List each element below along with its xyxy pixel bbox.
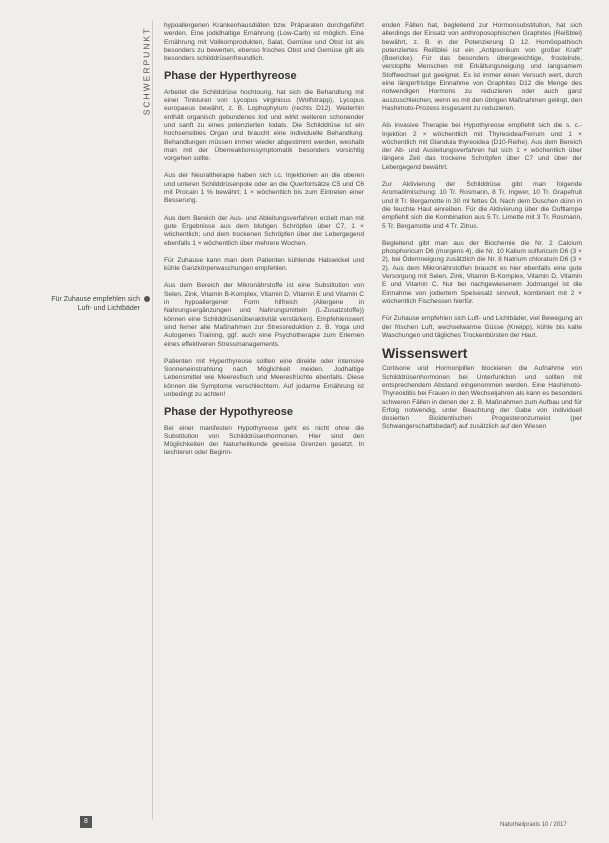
heading-hypothyreose: Phase der Hypothyreose	[164, 406, 293, 419]
paragraph: Arbeitet die Schilddrüse hochtourig, hat sich die Behandlung mit einer Tinkturen von Lycopus virginicus (Wolfstrapp), Lycopus europaeus bewährt, z. B. Lophophytum (rechts D12). Weiterhin enthält organisch gebundenes Iod und wirkt weiteren schonender und sanft zu eines potenzierten Iodats. Die Schilddrüse ist ein hochsensibles Organ und braucht eine individuelle Behandlung. Behandlungen müssen immer wieder abgestimmt werden, weshalb man mit der Überreaktionssymptomatik besonders vorsichtig vorgehen sollte.	[164, 88, 364, 163]
margin-bullet-icon	[144, 296, 150, 302]
paragraph: Patienten mit Hyperthyreose sollten eine direkte oder intensive Sonneneinstrahlung nach Möglichkeit meiden. Jodhaltige Lebensmittel wie Meeresfisch und Meeresfrüchte ebenfalls. Diese können die Symptome verschlechtern. Auf jodarme Ernährung ist unbedingt zu achten!	[164, 357, 364, 398]
paragraph: Als invasive Therapie bei Hypothyreose empfiehlt sich die s. c.-Injektion 2 × wöchentlich mit Thyreoidea/Ferrum und 1 × wöchentlich mit Glandula thyreoidea (D10-Reihe). Aus dem Bereich der Ab- und Ausleitungsverfahren hat sich 1 × wöchentlich über längere Zeit das trockene Schröpfen über C7 und über der Lebergegend bewährt.	[382, 122, 582, 171]
paragraph: enden Fällen hat, begleitend zur Hormonsubstitution, hat sich allerdings der Einsatz von anthroposophischen Graphites (Reißblei) bewährt, z. B. in der Potenzierung D 12. Homöopathisch potenziertes Reißblei ist ein „Antipsorikum von großer Kraft“ (Boericke). Für das besonders übergewichtige, frostelnde, verstopfte Menschen mit Erkältungsneigung und langsamem Stoffwechsel gut geeignet. Es ist immer einen Versuch wert, durch eine längerfristige Einnahme von Graphites D12 die Menge des notwendigen Hormons zu reduzieren oder auch ganz auszuschleichen, wenn es mit den übrigen Maßnahmen gelingt, den Hashimoto-Prozess insgesamt zu reduzieren.	[382, 22, 582, 112]
paragraph: Für Zuhause empfehlen sich Luft- und Lichtbäder, viel Bewegung an der frischen Luft, wechselwarme Güsse (Kneipp), kühle bis kalte Waschungen und tägliches Trockenbürsten der Haut.	[382, 315, 582, 339]
paragraph: Bei einer manifesten Hypothyreose geht es nicht ohne die Substitution von Schilddrüsenhormonen. Hier sind den Möglichkeiten der Naturheilkunde gewisse Grenzen gesetzt. In leichteren oder Beginn-	[164, 424, 364, 457]
section-label: SCHWERPUNKT	[141, 26, 152, 116]
column-divider	[152, 20, 153, 820]
paragraph: Begleitend gibt man aus der Biochemie die Nr. 2 Calcium phosphoricum D6 (morgens 4), die Nr. 10 Kalium sulfuricum D6 (3 × 2), bei Ödemneigung zusätzlich die Nr. 8 Natrium chloratum D6 (3 × 2). Aus dem Mikronährstoffen braucht es hier ebenfalls eine gute Versorgung mit Selen, Zink, Vitamin B-Komplex, Vitamin D, Vitamin E und Vitamin C. Nur bei nachgewiesenem Jodmangel ist die Einnahme von jodiertem Speisesalz sinnvoll, kombiniert mit 2 × wöchentlich Fischessen hierfür.	[382, 239, 582, 305]
paragraph: hypoallergenen Krankenhausdiäten bzw. Präparaten durchgeführt werden. Eine jodidhaltige Ernährung (Low-Carb) ist möglich. Eine Ernährung mit Vollkornprodukten, Salat, Gemüse und Obst ist als besonders zu bewerten, ebenso frisches Obst und Gemüse gilt als besonders schilddrüsenfreundlich.	[164, 22, 364, 63]
paragraph: Aus der Neuraltherapie haben sich i.c. Injektionen an die oberen und unteren Schilddrüsenpole oder an die Querfortsätze C5 und C6 mit Procain 1 % bewährt; 1 × wöchentlich bis zum Eintreten einer Besserung.	[164, 172, 364, 205]
heading-hyperthyreose: Phase der Hyperthyreose	[164, 70, 297, 83]
paragraph: Zur Aktivierung der Schilddrüse gibt man folgende Aromaölmischung: 10 Tr. Rosmarin, 8 Tr. Ingwer, 10 Tr. Grapefruit und 8 Tr. Bergamotte in 30 ml fettes Öl. Nach dem Duschen dünn in die feuchte Haut einreiben. Für die Aktivierung über die Duftlampe empfiehlt sich die Kombination aus 5 Tr. Limette mit 3 Tr. Rosmarin, 5 Tr. Bergamotte und 4 Tr. Zitrus.	[382, 181, 582, 230]
margin-note: Für Zuhause empfehlen sich Luft- und Lichtbäder	[51, 296, 140, 312]
page-number: 8	[80, 816, 92, 828]
paragraph: Für Zuhause kann man dem Patienten kühlende Halswickel und kühle Ganzkörperwaschungen empfehlen.	[164, 256, 364, 273]
paragraph: Cortisone und Hormonpillen blockieren die Aufnahme von Schilddrüsenhormonen bei Unterfunktion und sollten mit entsprechendem Abstand eingenommen werden. Eine Hashimoto-Thyreoiditis bei Frauen in den Wechseljahren als kann es besonders schweren Fällen in denen der z. B. Maßnahmen zum Aufbau und für Erfolg notwendig, unter Beachtung der Gabe von individuell dosierten Bioidentischen Progesteronzumeist (per Schwangerschaftsbedarf) auf zusätzlich auf den Wiesen	[382, 365, 583, 431]
heading-wissenswert: Wissenswert	[382, 345, 468, 362]
left-column	[164, 22, 364, 467]
footer: Naturheilpraxis 10 / 2017	[500, 822, 567, 828]
right-column	[382, 22, 582, 441]
paragraph: Aus dem Bereich der Mikronährstoffe ist eine Substitution von Selen, Zink, Vitamin B-Komplex, Vitamin D, Vitamin E und Vitamin C in hypoallergener Form hilfreich (Allergene in Nahrungsergänzungen und Nahrungsmitteln (L-Zusatzstoffe)) können eine Schilddrüsenüberaktivität verstärken). Empfehlenswert sind ferner alle Maßnahmen zur Stressreduktion z. B. Yoga und Autogenes Training, ggf. auch eine Psychotherapie zum Erlernen eines effektiveren Stressmanagements.	[164, 282, 364, 348]
paragraph: Aus dem Bereich der Aus- und Ableitungsverfahren erzielt man mit gute Ergebnisse aus dem blutigen Schröpfen über C7, 1 × wöchentlich; und dem trockenen Schröpfen über der Lebergegend ebenfalls 1 × wöchentlich über mehrere Wochen.	[164, 214, 364, 247]
